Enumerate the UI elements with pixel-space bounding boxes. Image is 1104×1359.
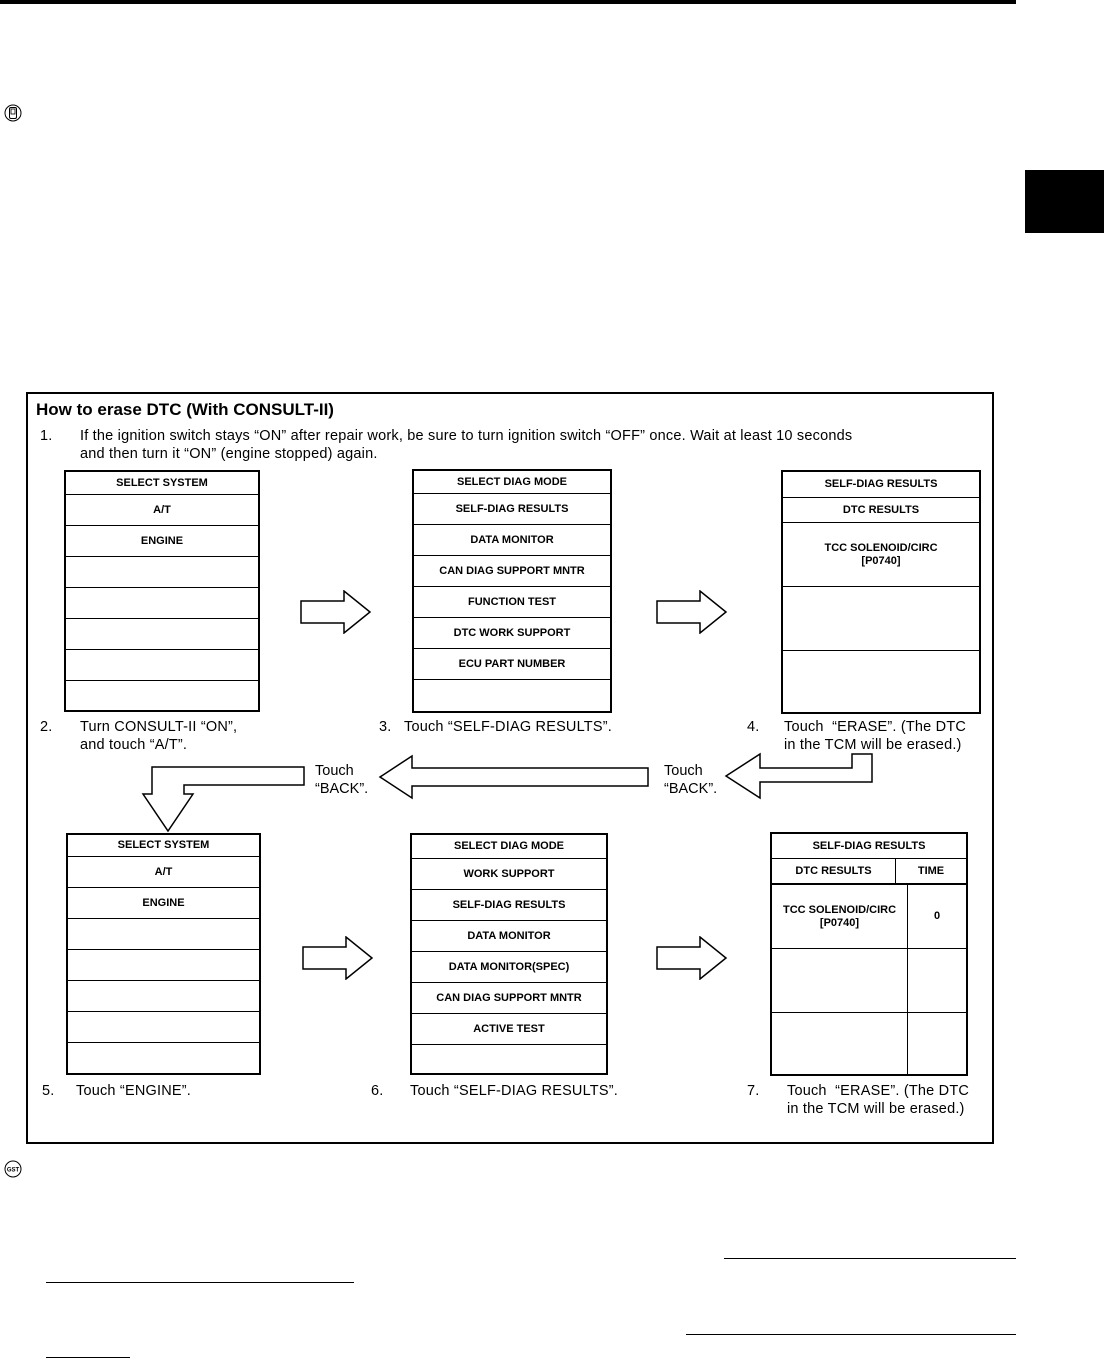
screen-row <box>66 619 258 650</box>
screen-row[interactable]: ENGINE <box>66 526 258 557</box>
step-5-text: Touch “ENGINE”. <box>76 1083 191 1099</box>
select-system-screen-1 <box>64 470 260 712</box>
screen-row <box>68 1043 259 1073</box>
link-underline[interactable] <box>724 1258 1016 1259</box>
section-tab <box>1025 170 1104 233</box>
dtc-results-header: DTC RESULTS <box>772 859 896 883</box>
right-arrow-2 <box>656 590 728 634</box>
time-header: TIME <box>917 864 945 877</box>
select-system-screen-2 <box>66 833 261 1075</box>
screen-title-row: SELECT SYSTEM <box>68 835 259 857</box>
step-4-text: Touch “ERASE”. (The DTC in the TCM will be erased.) <box>784 719 967 753</box>
step-2-number: 2. <box>40 719 53 735</box>
screen-row[interactable]: ACTIVE TEST <box>412 1014 606 1045</box>
right-arrow-4 <box>656 936 728 980</box>
header-row <box>772 859 966 885</box>
step-1-number: 1. <box>40 428 53 444</box>
step-6-text: Touch “SELF-DIAG RESULTS”. <box>410 1083 618 1099</box>
screen-row[interactable]: FUNCTION TEST <box>414 587 610 618</box>
screen-row <box>414 680 610 711</box>
screen-row[interactable]: ENGINE <box>68 888 259 919</box>
step-2-text: Turn CONSULT-II “ON”, and touch “A/T”. <box>80 719 238 753</box>
time-cell <box>908 949 966 1012</box>
table-row <box>772 1013 966 1074</box>
right-arrow-1 <box>300 590 372 634</box>
screen-row <box>68 950 259 981</box>
time-cell <box>908 1013 966 1074</box>
screen-row <box>412 1045 606 1073</box>
screen-row[interactable]: SELF-DIAG RESULTS <box>414 494 610 525</box>
screen-row[interactable]: WORK SUPPORT <box>412 859 606 890</box>
self-diag-results-screen-1 <box>781 470 981 714</box>
table-row <box>772 949 966 1013</box>
screen-row[interactable]: A/T <box>66 495 258 526</box>
figure-title: How to erase DTC (With CONSULT-II) <box>36 400 334 419</box>
step-3-number: 3. <box>379 719 392 735</box>
touch-back-label-left: Touch “BACK”. <box>315 763 369 797</box>
screen-row <box>68 919 259 950</box>
back-arrow-middle <box>378 754 650 800</box>
screen-title-row: SELF-DIAG RESULTS <box>772 834 966 859</box>
link-underline[interactable] <box>46 1357 130 1358</box>
screen-row[interactable]: ECU PART NUMBER <box>414 649 610 680</box>
screen-row <box>66 588 258 619</box>
right-arrow-3 <box>302 936 374 980</box>
svg-text:GST: GST <box>6 1167 20 1174</box>
screen-title-row: SELECT DIAG MODE <box>412 835 606 859</box>
erase-dtc-figure <box>26 392 994 1144</box>
step-4-number: 4. <box>747 719 760 735</box>
screen-row <box>783 651 979 712</box>
self-diag-results-screen-2 <box>770 832 968 1076</box>
dtc-cell: TCC SOLENOID/CIRC [P0740] <box>772 885 908 948</box>
back-arrow-right <box>724 752 876 802</box>
screen-row <box>783 587 979 651</box>
dtc-cell <box>772 949 908 1012</box>
dtc-cell <box>772 1013 908 1074</box>
step-3-text: Touch “SELF-DIAG RESULTS”. <box>404 719 612 735</box>
screen-title-row: SELECT DIAG MODE <box>414 471 610 494</box>
screen-row[interactable]: DTC RESULTS <box>783 498 979 523</box>
step-1-text: If the ignition switch stays “ON” after repair work, be sure to turn ignition switch “OFF” once. Wait at least 10 seconds and then turn it “ON” (engine stopped) again. <box>80 428 853 462</box>
step-6-number: 6. <box>371 1083 384 1099</box>
screen-row <box>68 981 259 1012</box>
screen-row <box>68 1012 259 1043</box>
link-underline[interactable] <box>686 1334 1016 1335</box>
screen-row[interactable]: TCC SOLENOID/CIRC [P0740] <box>783 523 979 587</box>
select-diag-mode-screen-2 <box>410 833 608 1075</box>
screen-row: SELF-DIAG RESULTS <box>783 472 979 498</box>
screen-row[interactable]: DATA MONITOR <box>414 525 610 556</box>
touch-back-label-right: Touch “BACK”. <box>664 763 718 797</box>
top-rule <box>0 0 1016 4</box>
screen-row[interactable]: DTC WORK SUPPORT <box>414 618 610 649</box>
screen-row[interactable]: DATA MONITOR <box>412 921 606 952</box>
step-7-text: Touch “ERASE”. (The DTC in the TCM will be erased.) <box>787 1083 970 1117</box>
consult-device-icon <box>4 104 22 122</box>
time-cell: 0 <box>933 910 941 922</box>
screen-row[interactable]: DATA MONITOR(SPEC) <box>412 952 606 983</box>
screen-row[interactable]: CAN DIAG SUPPORT MNTR <box>414 556 610 587</box>
step-7-number: 7. <box>747 1083 760 1099</box>
gst-icon <box>4 1160 22 1178</box>
step-5-number: 5. <box>42 1083 55 1099</box>
screen-row <box>66 650 258 681</box>
screen-row[interactable]: A/T <box>68 857 259 888</box>
table-row[interactable] <box>772 885 966 949</box>
screen-row[interactable]: SELF-DIAG RESULTS <box>412 890 606 921</box>
screen-row[interactable]: CAN DIAG SUPPORT MNTR <box>412 983 606 1014</box>
select-diag-mode-screen-1 <box>412 469 612 713</box>
back-arrow-left <box>140 754 308 834</box>
screen-title-row: SELECT SYSTEM <box>66 472 258 495</box>
link-underline[interactable] <box>46 1282 354 1283</box>
screen-row <box>66 681 258 710</box>
screen-row <box>66 557 258 588</box>
